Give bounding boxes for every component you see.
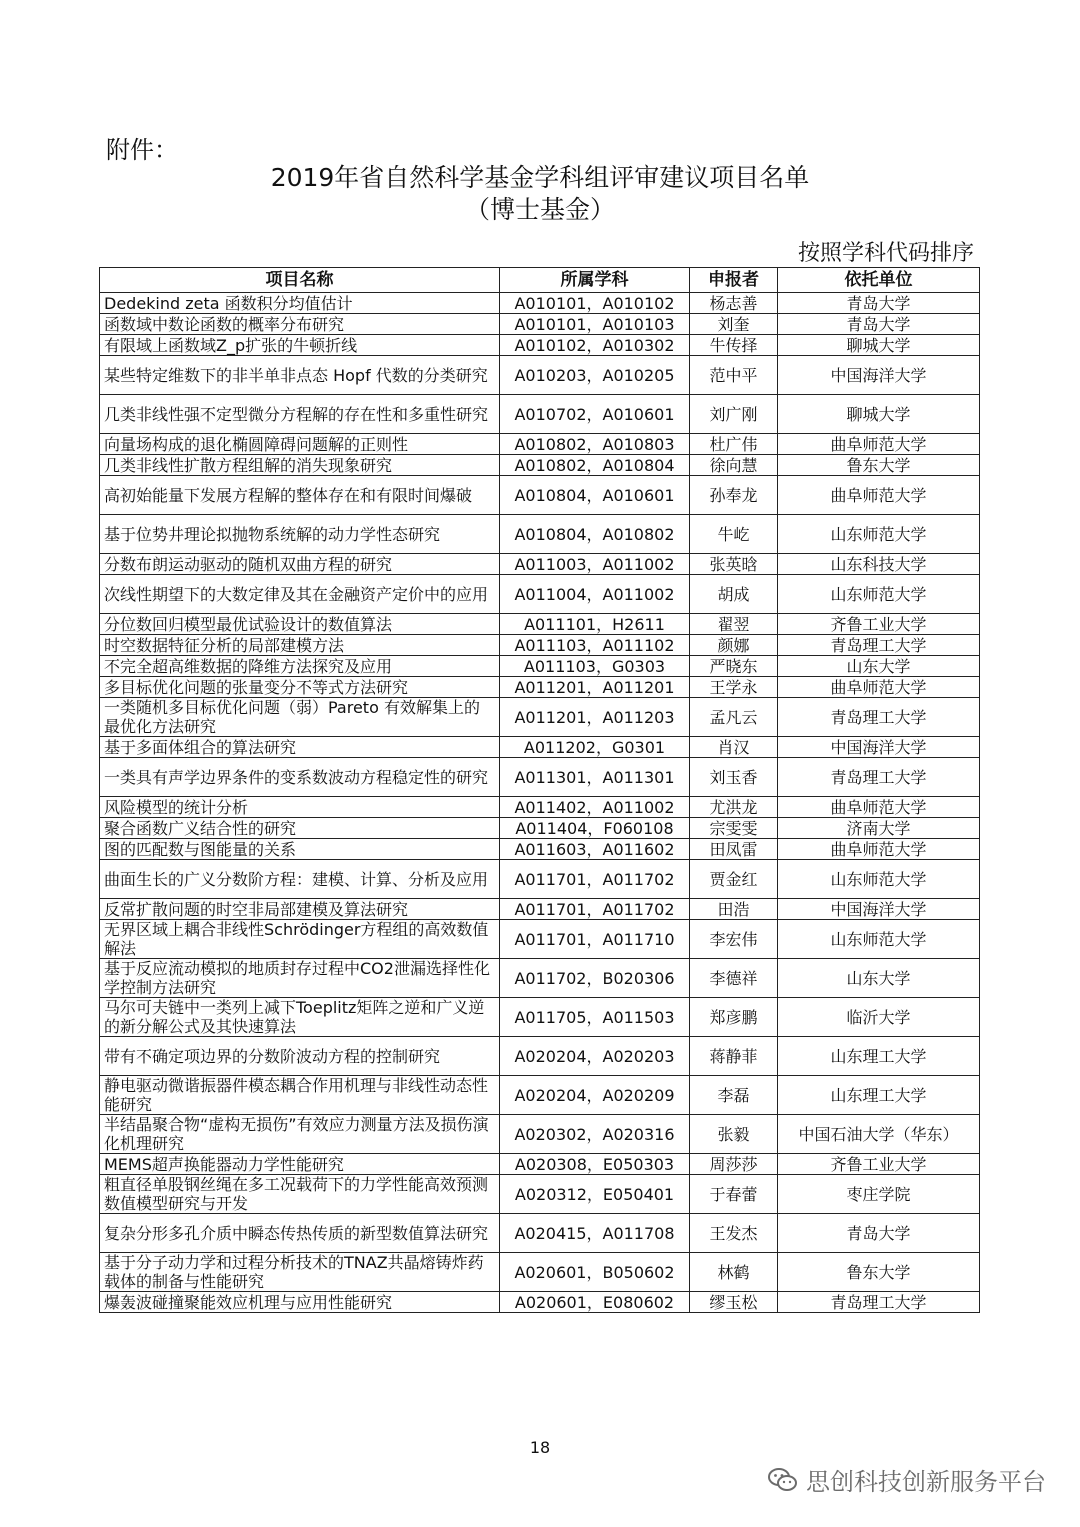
unit-cell: 曲阜师范大学 <box>778 677 980 698</box>
unit-cell: 青岛大学 <box>778 293 980 314</box>
subject-code-cell: A020308，E050303 <box>500 1154 690 1175</box>
applicant-cell: 胡成 <box>690 575 778 614</box>
table-row <box>100 554 980 575</box>
subject-code-cell: A020204，A020209 <box>500 1076 690 1115</box>
unit-cell: 青岛理工大学 <box>778 1292 980 1313</box>
subject-code-cell: A011404，F060108 <box>500 818 690 839</box>
table-row <box>100 476 980 515</box>
applicant-cell: 杜广伟 <box>690 434 778 455</box>
unit-cell: 青岛理工大学 <box>778 698 980 737</box>
header-applicant: 申报者 <box>690 268 778 293</box>
applicant-cell: 林鹤 <box>690 1253 778 1292</box>
applicant-cell: 严晓东 <box>690 656 778 677</box>
project-name-cell: 向量场构成的退化椭圆障碍问题解的正则性 <box>100 434 500 455</box>
table-row <box>100 860 980 899</box>
header-project-name: 项目名称 <box>100 268 500 293</box>
project-name-cell: 粗直径单股钢丝绳在多工况载荷下的力学性能高效预测数值模型研究与开发 <box>100 1175 500 1214</box>
applicant-cell: 于春蕾 <box>690 1175 778 1214</box>
unit-cell: 山东理工大学 <box>778 1037 980 1076</box>
table-row <box>100 614 980 635</box>
applicant-cell: 郑彦鹏 <box>690 998 778 1037</box>
table-row <box>100 959 980 998</box>
unit-cell: 山东大学 <box>778 959 980 998</box>
subject-code-cell: A011701，A011702 <box>500 899 690 920</box>
applicant-cell: 牛传择 <box>690 335 778 356</box>
page-number: 18 <box>529 1438 551 1457</box>
unit-cell: 齐鲁工业大学 <box>778 1154 980 1175</box>
table-row <box>100 395 980 434</box>
subject-code-cell: A011402，A011002 <box>500 797 690 818</box>
project-name-cell: 曲面生长的广义分数阶方程：建模、计算、分析及应用 <box>100 860 500 899</box>
unit-cell: 青岛大学 <box>778 1214 980 1253</box>
applicant-cell: 徐向慧 <box>690 455 778 476</box>
unit-cell: 济南大学 <box>778 818 980 839</box>
subject-code-cell: A011301，A011301 <box>500 758 690 797</box>
subject-code-cell: A011101，H2611 <box>500 614 690 635</box>
applicant-cell: 贾金红 <box>690 860 778 899</box>
project-name-cell: MEMS超声换能器动力学性能研究 <box>100 1154 500 1175</box>
project-name-cell: 时空数据特征分析的局部建模方法 <box>100 635 500 656</box>
subject-code-cell: A010804，A010601 <box>500 476 690 515</box>
unit-cell: 聊城大学 <box>778 395 980 434</box>
table-row <box>100 920 980 959</box>
applicant-cell: 缪玉松 <box>690 1292 778 1313</box>
subject-code-cell: A011603，A011602 <box>500 839 690 860</box>
table-body <box>100 293 980 1313</box>
subject-code-cell: A011701，A011710 <box>500 920 690 959</box>
applicant-cell: 田浩 <box>690 899 778 920</box>
subject-code-cell: A011702，B020306 <box>500 959 690 998</box>
watermark <box>768 1462 1046 1497</box>
project-name-cell: 一类具有声学边界条件的变系数波动方程稳定性的研究 <box>100 758 500 797</box>
applicant-cell: 宗雯雯 <box>690 818 778 839</box>
unit-cell: 青岛理工大学 <box>778 758 980 797</box>
unit-cell: 枣庄学院 <box>778 1175 980 1214</box>
table-header-row <box>100 268 980 293</box>
table-row <box>100 1037 980 1076</box>
applicant-cell: 王学永 <box>690 677 778 698</box>
applicant-cell: 蒋静菲 <box>690 1037 778 1076</box>
table-row <box>100 1175 980 1214</box>
table-row <box>100 1253 980 1292</box>
subject-code-cell: A011103，G0303 <box>500 656 690 677</box>
table-row <box>100 1292 980 1313</box>
unit-cell: 聊城大学 <box>778 335 980 356</box>
subject-code-cell: A010102，A010302 <box>500 335 690 356</box>
unit-cell: 中国海洋大学 <box>778 737 980 758</box>
applicant-cell: 李宏伟 <box>690 920 778 959</box>
subject-code-cell: A020204，A020203 <box>500 1037 690 1076</box>
applicant-cell: 颜娜 <box>690 635 778 656</box>
table-row <box>100 356 980 395</box>
applicant-cell: 王发杰 <box>690 1214 778 1253</box>
applicant-cell: 刘玉香 <box>690 758 778 797</box>
applicant-cell: 田凤雷 <box>690 839 778 860</box>
subject-code-cell: A010802，A010804 <box>500 455 690 476</box>
header-subject: 所属学科 <box>500 268 690 293</box>
unit-cell: 中国海洋大学 <box>778 899 980 920</box>
unit-cell: 山东师范大学 <box>778 860 980 899</box>
unit-cell: 曲阜师范大学 <box>778 797 980 818</box>
unit-cell: 山东师范大学 <box>778 575 980 614</box>
table-row <box>100 758 980 797</box>
applicant-cell: 李德祥 <box>690 959 778 998</box>
table-row <box>100 1154 980 1175</box>
table-row <box>100 314 980 335</box>
subject-code-cell: A020601，E080602 <box>500 1292 690 1313</box>
unit-cell: 中国石油大学（华东） <box>778 1115 980 1154</box>
table-row <box>100 575 980 614</box>
subject-code-cell: A010101，A010102 <box>500 293 690 314</box>
project-name-cell: 图的匹配数与图能量的关系 <box>100 839 500 860</box>
table-row <box>100 818 980 839</box>
project-name-cell: 基于位势井理论拟抛物系统解的动力学性态研究 <box>100 515 500 554</box>
project-name-cell: 基于反应流动模拟的地质封存过程中CO2泄漏选择性化学控制方法研究 <box>100 959 500 998</box>
subject-code-cell: A020312，E050401 <box>500 1175 690 1214</box>
table-row <box>100 515 980 554</box>
subject-code-cell: A011201，A011201 <box>500 677 690 698</box>
project-name-cell: 高初始能量下发展方程解的整体存在和有限时间爆破 <box>100 476 500 515</box>
watermark-text: 思创科技创新服务平台 <box>806 1468 1046 1496</box>
unit-cell: 山东师范大学 <box>778 515 980 554</box>
applicant-cell: 孟凡云 <box>690 698 778 737</box>
table-row <box>100 737 980 758</box>
document-title: 2019年省自然科学基金学科组评审建议项目名单 <box>270 163 810 192</box>
unit-cell: 鲁东大学 <box>778 1253 980 1292</box>
subject-code-cell: A010702，A010601 <box>500 395 690 434</box>
unit-cell: 曲阜师范大学 <box>778 434 980 455</box>
applicant-cell: 牛屹 <box>690 515 778 554</box>
project-name-cell: 几类非线性扩散方程组解的消失现象研究 <box>100 455 500 476</box>
applicant-cell: 李磊 <box>690 1076 778 1115</box>
project-name-cell: 不完全超高维数据的降维方法探究及应用 <box>100 656 500 677</box>
unit-cell: 中国海洋大学 <box>778 356 980 395</box>
wechat-icon <box>768 1467 798 1493</box>
sort-note: 按照学科代码排序 <box>797 241 974 266</box>
project-name-cell: 无界区域上耦合非线性Schrödinger方程组的高效数值解法 <box>100 920 500 959</box>
subject-code-cell: A011201，A011203 <box>500 698 690 737</box>
project-name-cell: 带有不确定项边界的分数阶波动方程的控制研究 <box>100 1037 500 1076</box>
applicant-cell: 刘广刚 <box>690 395 778 434</box>
table-row <box>100 455 980 476</box>
project-name-cell: 静电驱动微谐振器件模态耦合作用机理与非线性动态性能研究 <box>100 1076 500 1115</box>
table-row <box>100 1214 980 1253</box>
subject-code-cell: A010101，A010103 <box>500 314 690 335</box>
subject-code-cell: A010802，A010803 <box>500 434 690 455</box>
subject-code-cell: A020601，B050602 <box>500 1253 690 1292</box>
applicant-cell: 肖汉 <box>690 737 778 758</box>
applicant-cell: 尤洪龙 <box>690 797 778 818</box>
project-name-cell: 有限域上函数域Z_p扩张的牛顿折线 <box>100 335 500 356</box>
project-table <box>99 267 980 1313</box>
subject-code-cell: A011103，A011102 <box>500 635 690 656</box>
table-row <box>100 1076 980 1115</box>
table-row <box>100 635 980 656</box>
table-row <box>100 998 980 1037</box>
document-subtitle: （博士基金） <box>464 195 615 224</box>
project-name-cell: 马尔可夫链中一类列上减下Toeplitz矩阵之逆和广义逆的新分解公式及其快速算法 <box>100 998 500 1037</box>
header-unit: 依托单位 <box>778 268 980 293</box>
applicant-cell: 刘奎 <box>690 314 778 335</box>
unit-cell: 临沂大学 <box>778 998 980 1037</box>
unit-cell: 山东师范大学 <box>778 920 980 959</box>
unit-cell: 山东科技大学 <box>778 554 980 575</box>
applicant-cell: 翟翌 <box>690 614 778 635</box>
applicant-cell: 张毅 <box>690 1115 778 1154</box>
applicant-cell: 张英晗 <box>690 554 778 575</box>
project-name-cell: 分数布朗运动驱动的随机双曲方程的研究 <box>100 554 500 575</box>
project-name-cell: 多目标优化问题的张量变分不等式方法研究 <box>100 677 500 698</box>
table-row <box>100 293 980 314</box>
project-name-cell: 某些特定维数下的非半单非点态 Hopf 代数的分类研究 <box>100 356 500 395</box>
subject-code-cell: A011701，A011702 <box>500 860 690 899</box>
applicant-cell: 孙奉龙 <box>690 476 778 515</box>
table-row <box>100 1115 980 1154</box>
table-row <box>100 698 980 737</box>
project-name-cell: 半结晶聚合物“虚构无损伤”有效应力测量方法及损伤演化机理研究 <box>100 1115 500 1154</box>
project-name-cell: 复杂分形多孔介质中瞬态传热传质的新型数值算法研究 <box>100 1214 500 1253</box>
project-name-cell: 风险模型的统计分析 <box>100 797 500 818</box>
unit-cell: 山东大学 <box>778 656 980 677</box>
project-name-cell: 聚合函数广义结合性的研究 <box>100 818 500 839</box>
unit-cell: 曲阜师范大学 <box>778 476 980 515</box>
unit-cell: 山东理工大学 <box>778 1076 980 1115</box>
attachment-label: 附件： <box>106 136 178 164</box>
project-name-cell: Dedekind zeta 函数积分均值估计 <box>100 293 500 314</box>
unit-cell: 青岛大学 <box>778 314 980 335</box>
unit-cell: 齐鲁工业大学 <box>778 614 980 635</box>
project-name-cell: 爆轰波碰撞聚能效应机理与应用性能研究 <box>100 1292 500 1313</box>
table-row <box>100 656 980 677</box>
project-name-cell: 次线性期望下的大数定律及其在金融资产定价中的应用 <box>100 575 500 614</box>
subject-code-cell: A010203，A010205 <box>500 356 690 395</box>
table-row <box>100 797 980 818</box>
project-name-cell: 一类随机多目标优化问题（弱）Pareto 有效解集上的最优化方法研究 <box>100 698 500 737</box>
project-name-cell: 反常扩散问题的时空非局部建模及算法研究 <box>100 899 500 920</box>
project-name-cell: 分位数回归模型最优试验设计的数值算法 <box>100 614 500 635</box>
subject-code-cell: A011004，A011002 <box>500 575 690 614</box>
applicant-cell: 范中平 <box>690 356 778 395</box>
subject-code-cell: A010804，A010802 <box>500 515 690 554</box>
subject-code-cell: A011202，G0301 <box>500 737 690 758</box>
applicant-cell: 周莎莎 <box>690 1154 778 1175</box>
unit-cell: 青岛理工大学 <box>778 635 980 656</box>
applicant-cell: 杨志善 <box>690 293 778 314</box>
table-row <box>100 335 980 356</box>
table-row <box>100 677 980 698</box>
subject-code-cell: A020415，A011708 <box>500 1214 690 1253</box>
project-name-cell: 函数域中数论函数的概率分布研究 <box>100 314 500 335</box>
project-name-cell: 几类非线性强不定型微分方程解的存在性和多重性研究 <box>100 395 500 434</box>
table-row <box>100 899 980 920</box>
project-name-cell: 基于分子动力学和过程分析技术的TNAZ共晶熔铸炸药载体的制备与性能研究 <box>100 1253 500 1292</box>
subject-code-cell: A011705，A011503 <box>500 998 690 1037</box>
unit-cell: 鲁东大学 <box>778 455 980 476</box>
subject-code-cell: A011003，A011002 <box>500 554 690 575</box>
table-row <box>100 434 980 455</box>
subject-code-cell: A020302，A020316 <box>500 1115 690 1154</box>
table-row <box>100 839 980 860</box>
unit-cell: 曲阜师范大学 <box>778 839 980 860</box>
project-name-cell: 基于多面体组合的算法研究 <box>100 737 500 758</box>
